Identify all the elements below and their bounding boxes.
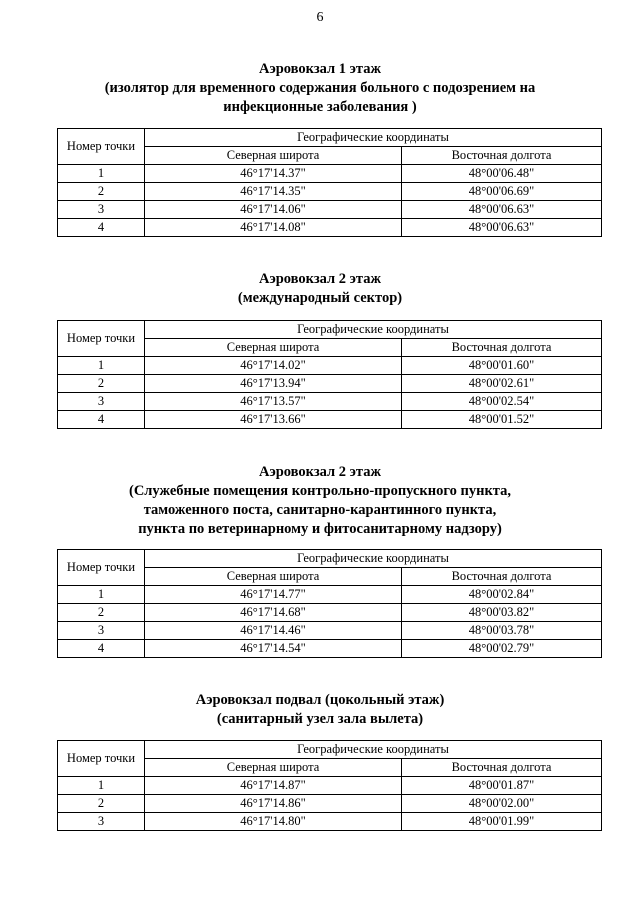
latitude-value: 46°17'14.87" bbox=[145, 777, 402, 795]
longitude-value: 48°00'06.63" bbox=[402, 219, 602, 237]
point-number: 4 bbox=[58, 411, 145, 429]
latitude-value: 46°17'13.66" bbox=[145, 411, 402, 429]
section-title: Аэровокзал подвал (цокольный этаж) bbox=[195, 692, 445, 708]
longitude-header: Восточная долгота bbox=[402, 147, 602, 165]
latitude-value: 46°17'14.35" bbox=[145, 183, 402, 201]
section-subtitle: пункта по ветеринарному и фитосанитарному надзору) bbox=[138, 521, 502, 537]
point-number: 2 bbox=[58, 183, 145, 201]
coords-header: Географические координаты bbox=[145, 550, 602, 568]
number-header: Номер точки bbox=[58, 741, 145, 777]
longitude-value: 48°00'06.48" bbox=[402, 165, 602, 183]
longitude-value: 48°00'02.00" bbox=[402, 795, 602, 813]
coords-header: Географические координаты bbox=[145, 321, 602, 339]
table-row bbox=[58, 393, 602, 411]
longitude-header: Восточная долгота bbox=[402, 759, 602, 777]
latitude-value: 46°17'14.02" bbox=[145, 357, 402, 375]
page-number: 6 bbox=[316, 10, 324, 25]
section-heading-4 bbox=[0, 691, 640, 729]
latitude-value: 46°17'14.86" bbox=[145, 795, 402, 813]
latitude-header: Северная широта bbox=[145, 568, 402, 586]
table-row bbox=[58, 777, 602, 795]
longitude-value: 48°00'02.84" bbox=[402, 586, 602, 604]
point-number: 3 bbox=[58, 813, 145, 831]
table-row bbox=[58, 201, 602, 219]
table-row bbox=[58, 604, 602, 622]
coordinates-table-4 bbox=[57, 740, 602, 831]
longitude-value: 48°00'02.61" bbox=[402, 375, 602, 393]
section-subtitle: (международный сектор) bbox=[237, 290, 403, 306]
table-row bbox=[58, 622, 602, 640]
latitude-value: 46°17'13.57" bbox=[145, 393, 402, 411]
point-number: 1 bbox=[58, 586, 145, 604]
latitude-value: 46°17'14.46" bbox=[145, 622, 402, 640]
coords-header: Географические координаты bbox=[145, 741, 602, 759]
latitude-value: 46°17'13.94" bbox=[145, 375, 402, 393]
table-row bbox=[58, 219, 602, 237]
point-number: 3 bbox=[58, 622, 145, 640]
latitude-value: 46°17'14.77" bbox=[145, 586, 402, 604]
section-heading-1 bbox=[0, 60, 640, 117]
point-number: 2 bbox=[58, 795, 145, 813]
section-title: Аэровокзал 2 этаж bbox=[258, 464, 381, 480]
point-number: 2 bbox=[58, 375, 145, 393]
number-header: Номер точки bbox=[58, 550, 145, 586]
latitude-value: 46°17'14.08" bbox=[145, 219, 402, 237]
longitude-value: 48°00'01.99" bbox=[402, 813, 602, 831]
coordinates-table-1 bbox=[57, 128, 602, 237]
number-header: Номер точки bbox=[58, 321, 145, 357]
latitude-header: Северная широта bbox=[145, 147, 402, 165]
section-subtitle: (изолятор для временного содержания больного с подозрением на bbox=[104, 80, 536, 96]
table-row bbox=[58, 183, 602, 201]
longitude-value: 48°00'01.87" bbox=[402, 777, 602, 795]
point-number: 1 bbox=[58, 357, 145, 375]
table-row bbox=[58, 165, 602, 183]
point-number: 2 bbox=[58, 604, 145, 622]
longitude-value: 48°00'01.60" bbox=[402, 357, 602, 375]
latitude-value: 46°17'14.68" bbox=[145, 604, 402, 622]
point-number: 4 bbox=[58, 640, 145, 658]
table-row bbox=[58, 795, 602, 813]
section-title: Аэровокзал 1 этаж bbox=[258, 61, 381, 77]
latitude-value: 46°17'14.54" bbox=[145, 640, 402, 658]
coords-header: Географические координаты bbox=[145, 129, 602, 147]
section-subtitle: таможенного поста, санитарно-карантинного пункта, bbox=[143, 502, 497, 518]
table-row bbox=[58, 640, 602, 658]
longitude-value: 48°00'03.82" bbox=[402, 604, 602, 622]
latitude-value: 46°17'14.06" bbox=[145, 201, 402, 219]
section-title: Аэровокзал 2 этаж bbox=[258, 271, 381, 287]
longitude-value: 48°00'03.78" bbox=[402, 622, 602, 640]
coordinates-table-3 bbox=[57, 549, 602, 658]
table-row bbox=[58, 357, 602, 375]
section-subtitle: (Служебные помещения контрольно-пропускного пункта, bbox=[129, 483, 511, 499]
point-number: 1 bbox=[58, 777, 145, 795]
table-row bbox=[58, 813, 602, 831]
section-subtitle: инфекционные заболевания ) bbox=[223, 99, 417, 115]
latitude-header: Северная широта bbox=[145, 339, 402, 357]
section-heading-3 bbox=[0, 463, 640, 539]
latitude-value: 46°17'14.37" bbox=[145, 165, 402, 183]
longitude-header: Восточная долгота bbox=[402, 568, 602, 586]
longitude-value: 48°00'06.69" bbox=[402, 183, 602, 201]
number-header: Номер точки bbox=[58, 129, 145, 165]
point-number: 4 bbox=[58, 219, 145, 237]
section-subtitle: (санитарный узел зала вылета) bbox=[216, 711, 424, 727]
point-number: 1 bbox=[58, 165, 145, 183]
point-number: 3 bbox=[58, 393, 145, 411]
coordinates-table-2 bbox=[57, 320, 602, 429]
longitude-value: 48°00'02.54" bbox=[402, 393, 602, 411]
point-number: 3 bbox=[58, 201, 145, 219]
latitude-value: 46°17'14.80" bbox=[145, 813, 402, 831]
latitude-header: Северная широта bbox=[145, 759, 402, 777]
longitude-value: 48°00'02.79" bbox=[402, 640, 602, 658]
table-row bbox=[58, 411, 602, 429]
longitude-value: 48°00'06.63" bbox=[402, 201, 602, 219]
section-heading-2 bbox=[0, 270, 640, 308]
longitude-header: Восточная долгота bbox=[402, 339, 602, 357]
table-row bbox=[58, 586, 602, 604]
longitude-value: 48°00'01.52" bbox=[402, 411, 602, 429]
table-row bbox=[58, 375, 602, 393]
